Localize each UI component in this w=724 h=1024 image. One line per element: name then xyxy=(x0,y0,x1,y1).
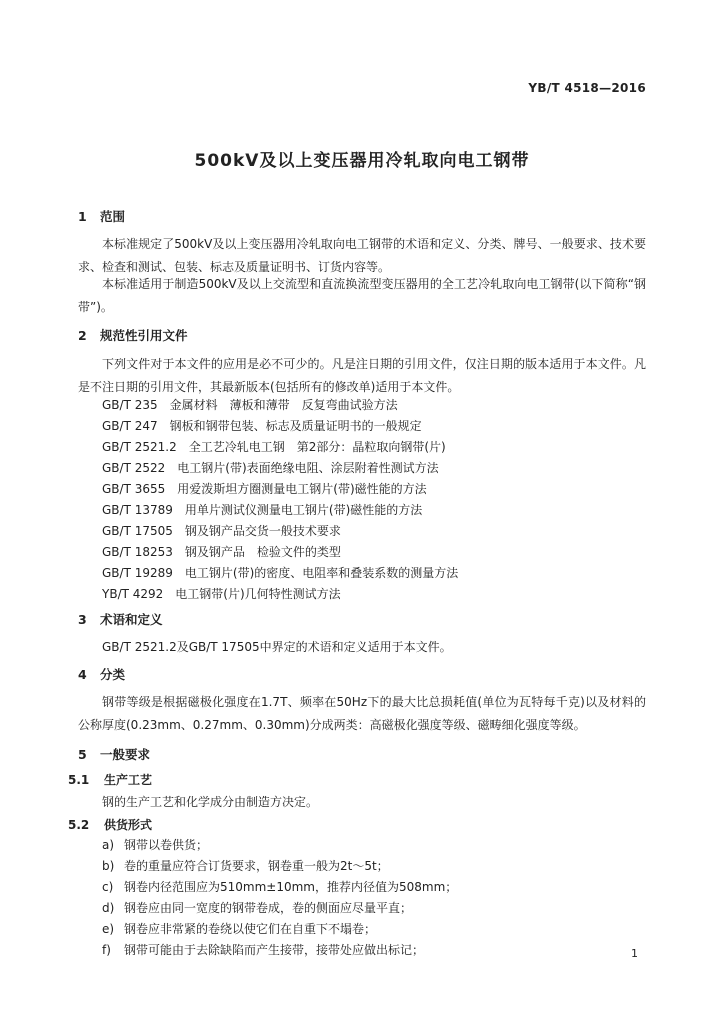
list-item xyxy=(102,878,457,895)
list-item-text: 钢带可能由于去除缺陷而产生接带，接带处应做出标记； xyxy=(124,943,425,957)
document-title: 500kV及以上变压器用冷轧取向电工钢带 xyxy=(194,151,530,171)
list-item xyxy=(102,899,412,916)
section-5-heading xyxy=(78,745,150,763)
section-4-paragraph: 钢带等级是根据磁极化强度在1.7T、频率在50Hz下的最大比总损耗值(单位为瓦特每千克)以及材料的公称厚度(0.23mm、0.27mm、0.30mm)分成两类：高磁极化强度等级、磁畴细化强度等级。 xyxy=(78,695,646,732)
list-item-text: 卷的重量应符合订货要求，钢卷重一般为2t～5t； xyxy=(124,859,389,873)
reference-item: GB/T 18253 钢及钢产品 检验文件的类型 xyxy=(102,545,341,559)
subsection-5-1-heading xyxy=(68,771,152,788)
subsection-number: 5.1 xyxy=(68,773,90,787)
subsection-title: 生产工艺 xyxy=(104,773,153,787)
list-item-label: d) xyxy=(102,901,115,915)
list-item-text: 钢卷应非常紧的卷绕以使它们在自重下不塌卷； xyxy=(124,922,377,936)
reference-item: YB/T 4292 电工钢带(片)几何特性测试方法 xyxy=(102,587,341,601)
section-title: 范围 xyxy=(100,209,126,224)
section-3-heading xyxy=(78,610,163,628)
subsection-title: 供货形式 xyxy=(104,818,153,832)
section-2-heading xyxy=(78,326,188,344)
section-3-paragraph: GB/T 2521.2及GB/T 17505中界定的术语和定义适用于本文件。 xyxy=(102,640,452,654)
list-item-label: c) xyxy=(102,880,114,894)
section-title: 一般要求 xyxy=(100,747,151,762)
section-number: 5 xyxy=(78,747,87,762)
section-number: 4 xyxy=(78,667,87,682)
section-title: 分类 xyxy=(100,667,126,682)
section-2-intro: 下列文件对于本文件的应用是必不可少的。凡是注日期的引用文件，仅注日期的版本适用于本文件。凡是不注日期的引用文件，其最新版本(包括所有的修改单)适用于本文件。 xyxy=(78,357,646,394)
reference-item: GB/T 17505 钢及钢产品交货一般技术要求 xyxy=(102,524,341,538)
list-item-text: 钢卷内径范围应为510mm±10mm，推荐内径值为508mm； xyxy=(124,880,458,894)
section-number: 1 xyxy=(78,209,87,224)
page-number: 1 xyxy=(631,947,638,960)
reference-item: GB/T 2522 电工钢片(带)表面绝缘电阻、涂层附着性测试方法 xyxy=(102,461,439,475)
list-item-label: b) xyxy=(102,859,115,873)
list-item xyxy=(102,941,424,958)
subsection-5-1-paragraph: 钢的生产工艺和化学成分由制造方决定。 xyxy=(102,795,319,809)
list-item xyxy=(102,920,376,937)
subsection-5-2-heading xyxy=(68,816,152,833)
reference-item: GB/T 19289 电工钢片(带)的密度、电阻率和叠装系数的测量方法 xyxy=(102,566,459,580)
section-number: 2 xyxy=(78,328,87,343)
reference-item: GB/T 2521.2 全工艺冷轧电工钢 第2部分：晶粒取向钢带(片) xyxy=(102,440,446,454)
section-title: 规范性引用文件 xyxy=(100,328,188,343)
list-item-text: 钢带以卷供货； xyxy=(124,838,209,852)
reference-item: GB/T 247 钢板和钢带包装、标志及质量证明书的一般规定 xyxy=(102,419,422,433)
subsection-number: 5.2 xyxy=(68,818,90,832)
section-number: 3 xyxy=(78,612,87,627)
list-item xyxy=(102,857,389,874)
list-item-text: 钢卷应由同一宽度的钢带卷成，卷的侧面应尽量平直； xyxy=(124,901,413,915)
reference-item: GB/T 3655 用爱泼斯坦方圈测量电工钢片(带)磁性能的方法 xyxy=(102,482,427,496)
list-item-label: e) xyxy=(102,922,115,936)
section-1-paragraph-2: 本标准适用于制造500kV及以上交流型和直流换流型变压器用的全工艺冷轧取向电工钢带(以下简称“钢带”)。 xyxy=(78,277,646,314)
section-1-heading xyxy=(78,207,125,225)
list-item-label: f) xyxy=(102,943,111,957)
reference-item: GB/T 235 金属材料 薄板和薄带 反复弯曲试验方法 xyxy=(102,398,398,412)
reference-item: GB/T 13789 用单片测试仪测量电工钢片(带)磁性能的方法 xyxy=(102,503,423,517)
standard-number: YB/T 4518—2016 xyxy=(528,81,646,95)
section-title: 术语和定义 xyxy=(100,612,163,627)
list-item-label: a) xyxy=(102,838,115,852)
section-1-paragraph-1: 本标准规定了500kV及以上变压器用冷轧取向电工钢带的术语和定义、分类、牌号、一般要求、技术要求、检查和测试、包装、标志及质量证明书、订货内容等。 xyxy=(78,237,646,274)
list-item xyxy=(102,836,208,853)
section-4-heading xyxy=(78,665,125,683)
